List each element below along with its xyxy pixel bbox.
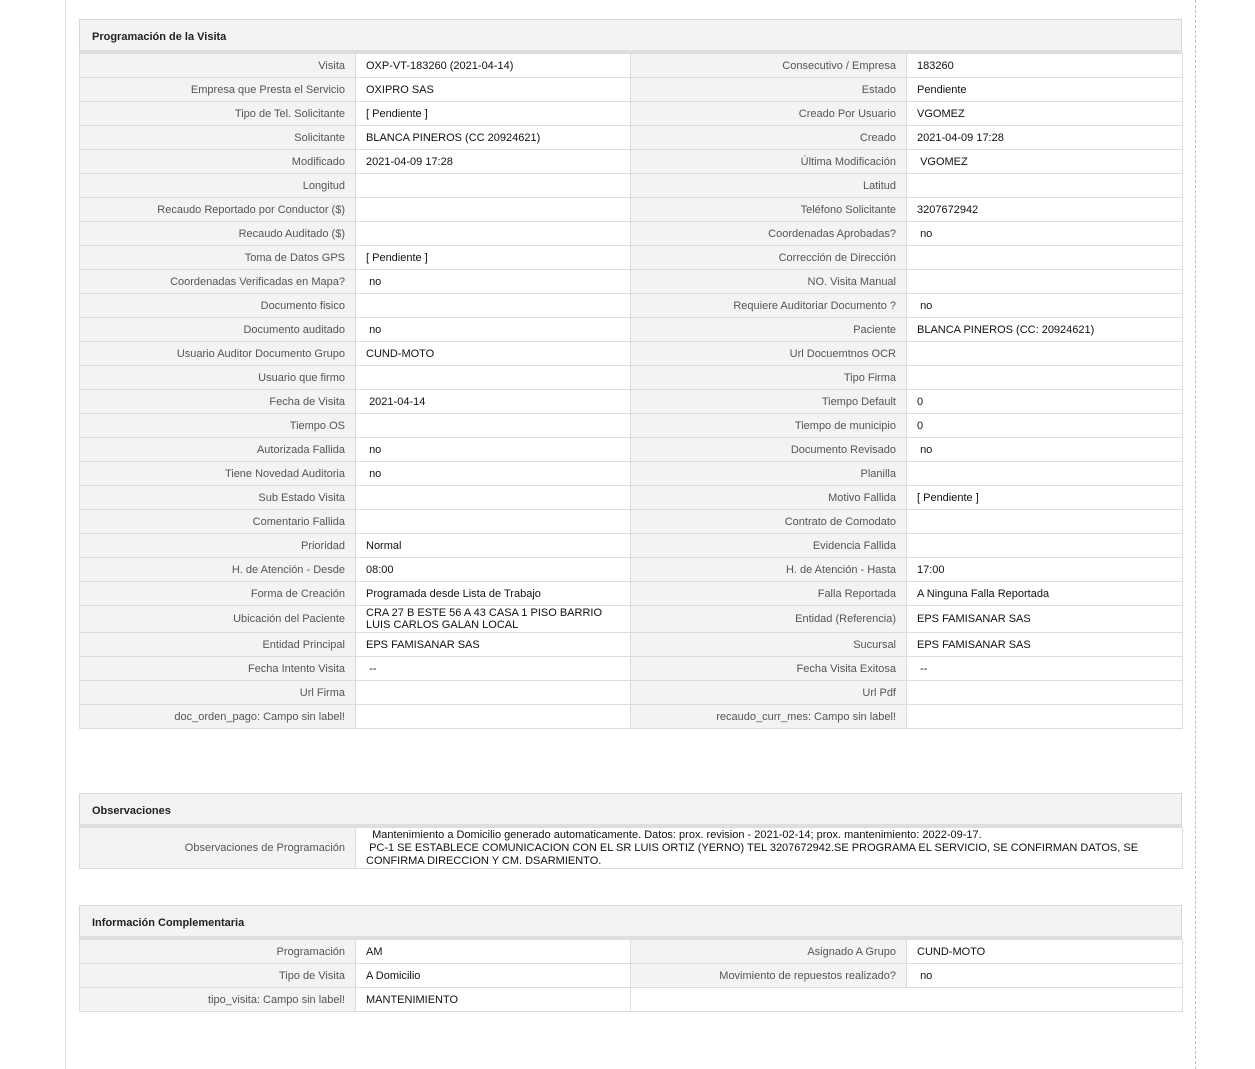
value-ultima-modificacion: VGOMEZ <box>907 150 1183 174</box>
value-doc-orden-pago-campo-sin-label <box>356 705 631 729</box>
value-planilla <box>907 462 1183 486</box>
table-row <box>80 174 1183 198</box>
table-row <box>80 534 1183 558</box>
value-longitud <box>356 174 631 198</box>
value-entidad-principal: EPS FAMISANAR SAS <box>356 633 631 657</box>
value-tiene-novedad-auditoria: no <box>356 462 631 486</box>
value-comentario-fallida <box>356 510 631 534</box>
table-row <box>80 366 1183 390</box>
value-tipo-de-tel-solicitante: [ Pendiente ] <box>356 102 631 126</box>
table-row <box>80 150 1183 174</box>
value-visita: OXP-VT-183260 (2021-04-14) <box>356 54 631 78</box>
label-tipo-de-tel-solicitante: Tipo de Tel. Solicitante <box>80 102 356 126</box>
value-documento-revisado: no <box>907 438 1183 462</box>
value-tiempo-os <box>356 414 631 438</box>
table-row <box>80 940 1183 964</box>
label-creado: Creado <box>631 126 907 150</box>
observaciones-panel <box>79 793 1182 869</box>
label-planilla: Planilla <box>631 462 907 486</box>
label-contrato-de-comodato: Contrato de Comodato <box>631 510 907 534</box>
value-requiere-auditoriar-documento: no <box>907 294 1183 318</box>
label-modificado: Modificado <box>80 150 356 174</box>
label-longitud: Longitud <box>80 174 356 198</box>
value-correccion-de-direccion <box>907 246 1183 270</box>
label-coordenadas-verificadas-en-mapa: Coordenadas Verificadas en Mapa? <box>80 270 356 294</box>
table-row <box>80 342 1183 366</box>
label-fecha-visita-exitosa: Fecha Visita Exitosa <box>631 657 907 681</box>
label-documento-fisico: Documento fisico <box>80 294 356 318</box>
label-estado: Estado <box>631 78 907 102</box>
observaciones-title: Observaciones <box>79 793 1182 827</box>
value-consecutivo-empresa: 183260 <box>907 54 1183 78</box>
value-fecha-visita-exitosa: -- <box>907 657 1183 681</box>
label-comentario-fallida: Comentario Fallida <box>80 510 356 534</box>
value-usuario-auditor-documento-grupo: CUND-MOTO <box>356 342 631 366</box>
value-recaudo-curr-mes-campo-sin-label <box>907 705 1183 729</box>
left-border-line <box>65 0 66 1069</box>
label-motivo-fallida: Motivo Fallida <box>631 486 907 510</box>
value-asignado-a-grupo: CUND-MOTO <box>907 940 1183 964</box>
label-tipo-visita-campo-sin-label: tipo_visita: Campo sin label! <box>80 988 356 1012</box>
value-entidad-referencia: EPS FAMISANAR SAS <box>907 606 1183 633</box>
label-tipo-firma: Tipo Firma <box>631 366 907 390</box>
table-row <box>80 294 1183 318</box>
value-prioridad: Normal <box>356 534 631 558</box>
value-evidencia-fallida <box>907 534 1183 558</box>
table-row <box>80 657 1183 681</box>
value-url-firma <box>356 681 631 705</box>
label-latitud: Latitud <box>631 174 907 198</box>
table-row <box>80 222 1183 246</box>
programacion-table <box>79 53 1183 729</box>
label-requiere-auditoriar-documento: Requiere Auditoriar Documento ? <box>631 294 907 318</box>
label-falla-reportada: Falla Reportada <box>631 582 907 606</box>
table-row <box>80 126 1183 150</box>
label-paciente: Paciente <box>631 318 907 342</box>
label-tiempo-os: Tiempo OS <box>80 414 356 438</box>
label-url-firma: Url Firma <box>80 681 356 705</box>
label-recaudo-auditado: Recaudo Auditado ($) <box>80 222 356 246</box>
label-tiempo-de-municipio: Tiempo de municipio <box>631 414 907 438</box>
value-sucursal: EPS FAMISANAR SAS <box>907 633 1183 657</box>
label-sucursal: Sucursal <box>631 633 907 657</box>
label-programacion: Programación <box>80 940 356 964</box>
value-recaudo-reportado-por-conductor <box>356 198 631 222</box>
label-no-visita-manual: NO. Visita Manual <box>631 270 907 294</box>
value-tipo-firma <box>907 366 1183 390</box>
label-doc-orden-pago-campo-sin-label: doc_orden_pago: Campo sin label! <box>80 705 356 729</box>
label-usuario-que-firmo: Usuario que firmo <box>80 366 356 390</box>
table-row <box>80 78 1183 102</box>
label-coordenadas-aprobadas: Coordenadas Aprobadas? <box>631 222 907 246</box>
label-forma-de-creacion: Forma de Creación <box>80 582 356 606</box>
table-row <box>80 318 1183 342</box>
table-row <box>80 486 1183 510</box>
value-paciente: BLANCA PINEROS (CC: 20924621) <box>907 318 1183 342</box>
label-tiempo-default: Tiempo Default <box>631 390 907 414</box>
table-row <box>80 582 1183 606</box>
complementaria-table <box>79 939 1183 1012</box>
table-row <box>80 681 1183 705</box>
label-evidencia-fallida: Evidencia Fallida <box>631 534 907 558</box>
table-row <box>80 102 1183 126</box>
label-asignado-a-grupo: Asignado A Grupo <box>631 940 907 964</box>
value-motivo-fallida: [ Pendiente ] <box>907 486 1183 510</box>
value-h-de-atencion-desde: 08:00 <box>356 558 631 582</box>
value-coordenadas-aprobadas: no <box>907 222 1183 246</box>
value-modificado: 2021-04-09 17:28 <box>356 150 631 174</box>
label-autorizada-fallida: Autorizada Fallida <box>80 438 356 462</box>
label-tiene-novedad-auditoria: Tiene Novedad Auditoria <box>80 462 356 486</box>
empty-cell <box>631 988 1183 1012</box>
value-contrato-de-comodato <box>907 510 1183 534</box>
table-row <box>80 54 1183 78</box>
label-toma-de-datos-gps: Toma de Datos GPS <box>80 246 356 270</box>
value-sub-estado-visita <box>356 486 631 510</box>
value-fecha-de-visita: 2021-04-14 <box>356 390 631 414</box>
label-documento-auditado: Documento auditado <box>80 318 356 342</box>
table-row <box>80 270 1183 294</box>
table-row <box>80 828 1183 869</box>
table-row <box>80 438 1183 462</box>
table-row <box>80 988 1183 1012</box>
complementaria-panel <box>79 905 1182 1012</box>
observaciones-table <box>79 827 1183 869</box>
value-tipo-visita-campo-sin-label: MANTENIMIENTO <box>356 988 631 1012</box>
value-ubicacion-del-paciente: CRA 27 B ESTE 56 A 43 CASA 1 PISO BARRIO LUIS CARLOS GALAN LOCAL <box>356 606 631 633</box>
value-recaudo-auditado <box>356 222 631 246</box>
table-row <box>80 705 1183 729</box>
table-row <box>80 633 1183 657</box>
label-fecha-intento-visita: Fecha Intento Visita <box>80 657 356 681</box>
value-usuario-que-firmo <box>356 366 631 390</box>
label-movimiento-de-repuestos-realizado: Movimiento de repuestos realizado? <box>631 964 907 988</box>
value-h-de-atencion-hasta: 17:00 <box>907 558 1183 582</box>
label-fecha-de-visita: Fecha de Visita <box>80 390 356 414</box>
label-ultima-modificacion: Última Modificación <box>631 150 907 174</box>
label-prioridad: Prioridad <box>80 534 356 558</box>
value-url-pdf <box>907 681 1183 705</box>
value-tiempo-de-municipio: 0 <box>907 414 1183 438</box>
value-documento-fisico <box>356 294 631 318</box>
label-correccion-de-direccion: Corrección de Dirección <box>631 246 907 270</box>
value-coordenadas-verificadas-en-mapa: no <box>356 270 631 294</box>
value-forma-de-creacion: Programada desde Lista de Trabajo <box>356 582 631 606</box>
value-programacion: AM <box>356 940 631 964</box>
table-row <box>80 510 1183 534</box>
value-tiempo-default: 0 <box>907 390 1183 414</box>
label-consecutivo-empresa: Consecutivo / Empresa <box>631 54 907 78</box>
table-row <box>80 390 1183 414</box>
label-ubicacion-del-paciente: Ubicación del Paciente <box>80 606 356 633</box>
table-row <box>80 414 1183 438</box>
table-row <box>80 246 1183 270</box>
value-latitud <box>907 174 1183 198</box>
value-fecha-intento-visita: -- <box>356 657 631 681</box>
label-usuario-auditor-documento-grupo: Usuario Auditor Documento Grupo <box>80 342 356 366</box>
observaciones-value <box>356 828 1183 869</box>
observacion-line: Mantenimiento a Domicilio generado automaticamente. Datos: prox. revision - 2021-02-14; prox. mantenimiento: 2022-09-17. <box>366 828 982 841</box>
right-dashed-line <box>1195 0 1196 1069</box>
value-toma-de-datos-gps: [ Pendiente ] <box>356 246 631 270</box>
value-autorizada-fallida: no <box>356 438 631 462</box>
value-no-visita-manual <box>907 270 1183 294</box>
programacion-panel <box>79 19 1182 729</box>
value-empresa-que-presta-el-servicio: OXIPRO SAS <box>356 78 631 102</box>
value-solicitante: BLANCA PINEROS (CC 20924621) <box>356 126 631 150</box>
table-row <box>80 558 1183 582</box>
label-url-pdf: Url Pdf <box>631 681 907 705</box>
programacion-title: Programación de la Visita <box>79 19 1182 53</box>
value-telefono-solicitante: 3207672942 <box>907 198 1183 222</box>
label-empresa-que-presta-el-servicio: Empresa que Presta el Servicio <box>80 78 356 102</box>
value-url-docuemtnos-ocr <box>907 342 1183 366</box>
value-creado: 2021-04-09 17:28 <box>907 126 1183 150</box>
label-tipo-de-visita: Tipo de Visita <box>80 964 356 988</box>
label-recaudo-reportado-por-conductor: Recaudo Reportado por Conductor ($) <box>80 198 356 222</box>
value-tipo-de-visita: A Domicilio <box>356 964 631 988</box>
label-url-docuemtnos-ocr: Url Docuemtnos OCR <box>631 342 907 366</box>
table-row <box>80 462 1183 486</box>
label-sub-estado-visita: Sub Estado Visita <box>80 486 356 510</box>
label-entidad-principal: Entidad Principal <box>80 633 356 657</box>
value-estado: Pendiente <box>907 78 1183 102</box>
value-creado-por-usuario: VGOMEZ <box>907 102 1183 126</box>
complementaria-title: Información Complementaria <box>79 905 1182 939</box>
value-falla-reportada: A Ninguna Falla Reportada <box>907 582 1183 606</box>
label-solicitante: Solicitante <box>80 126 356 150</box>
label-recaudo-curr-mes-campo-sin-label: recaudo_curr_mes: Campo sin label! <box>631 705 907 729</box>
label-visita: Visita <box>80 54 356 78</box>
label-creado-por-usuario: Creado Por Usuario <box>631 102 907 126</box>
label-documento-revisado: Documento Revisado <box>631 438 907 462</box>
table-row <box>80 606 1183 633</box>
table-row <box>80 198 1183 222</box>
table-row <box>80 964 1183 988</box>
observaciones-label: Observaciones de Programación <box>80 828 356 869</box>
value-movimiento-de-repuestos-realizado: no <box>907 964 1183 988</box>
label-h-de-atencion-desde: H. de Atención - Desde <box>80 558 356 582</box>
label-entidad-referencia: Entidad (Referencia) <box>631 606 907 633</box>
label-h-de-atencion-hasta: H. de Atención - Hasta <box>631 558 907 582</box>
observacion-line: PC-1 SE ESTABLECE COMUNICACION CON EL SR LUIS ORTIZ (YERNO) TEL 3207672942.SE PROGRAMA EL SERVICIO, SE CONFIRMAN DATOS, SE CONFIRMA DIRECCION Y CM. DSARMIENTO. <box>366 841 1142 867</box>
value-documento-auditado: no <box>356 318 631 342</box>
label-telefono-solicitante: Teléfono Solicitante <box>631 198 907 222</box>
